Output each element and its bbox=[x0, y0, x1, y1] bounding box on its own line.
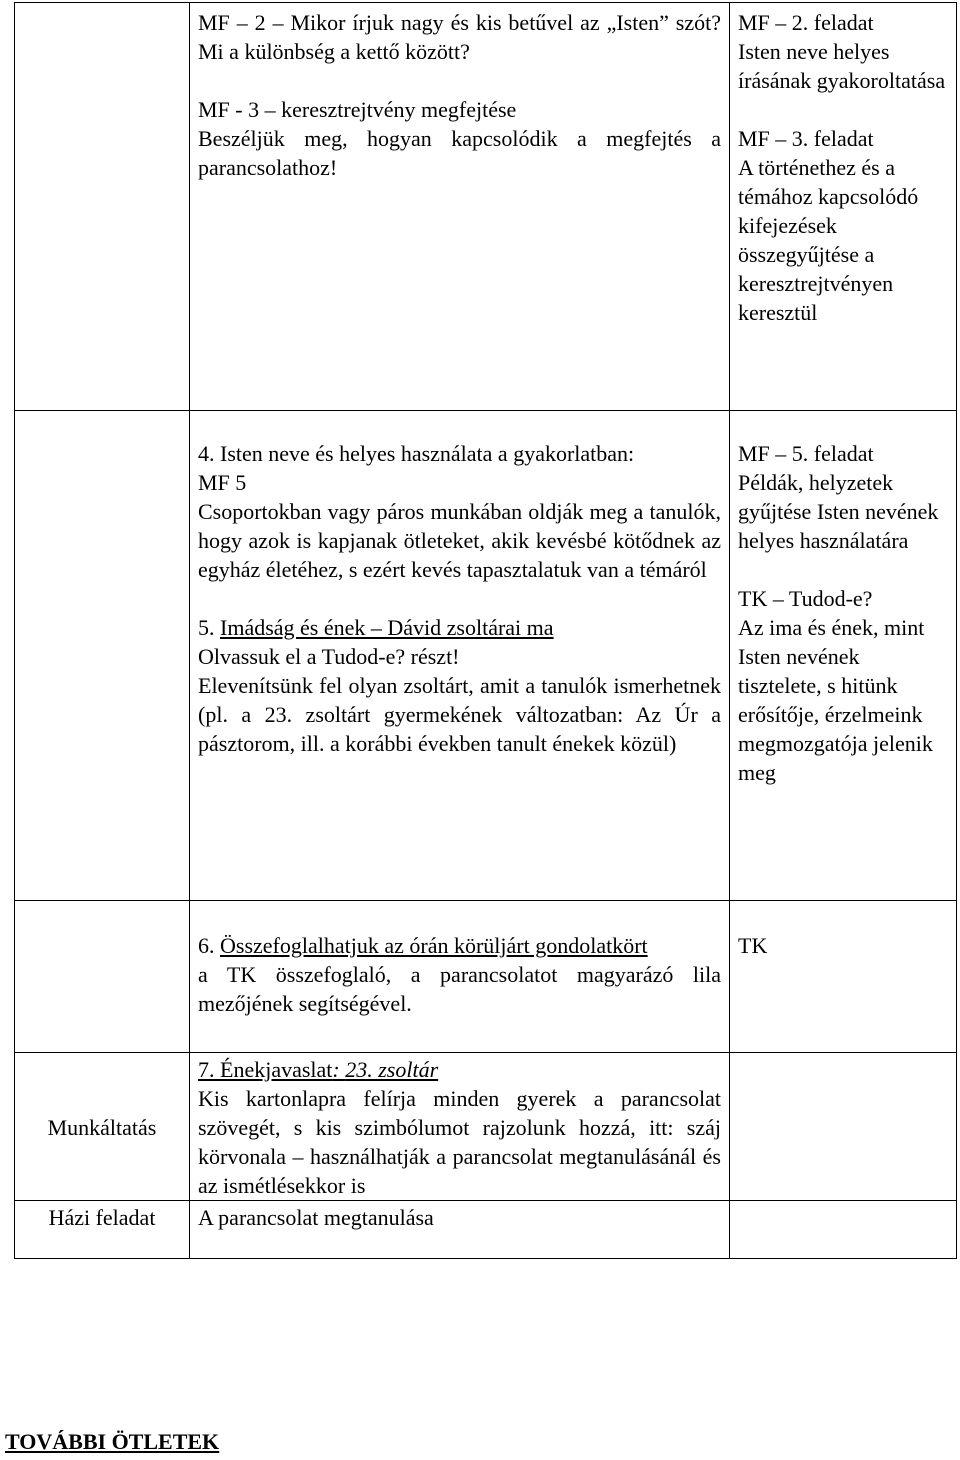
step-7-heading: 7. Énekjavaslat bbox=[198, 1057, 333, 1082]
step-5-number: 5. bbox=[198, 615, 220, 640]
goal-cell bbox=[730, 3, 957, 411]
goal-5-title: MF – 5. feladat bbox=[738, 441, 874, 466]
label-hazi-feladat: Házi feladat bbox=[48, 1205, 156, 1230]
row-label-cell bbox=[15, 3, 190, 411]
more-ideas-heading: TOVÁBBI ÖTLETEK bbox=[5, 1429, 220, 1454]
lesson-plan-table bbox=[14, 2, 957, 1259]
tk-title: TK – Tudod-e? bbox=[738, 586, 873, 611]
step-4-mf: MF 5 bbox=[198, 470, 247, 495]
row-label-cell bbox=[15, 411, 190, 901]
mf3-discussion: Beszéljük meg, hogyan kapcsolódik a megfejtés a parancsolathoz! bbox=[198, 126, 721, 180]
step-6-heading-line bbox=[198, 931, 721, 960]
row-label-cell bbox=[15, 1201, 190, 1259]
label-munkaltatas: Munkáltatás bbox=[47, 1115, 157, 1140]
step-5-text: Elevenítsünk fel olyan zsoltárt, amit a tanulók ismerhetnek (pl. a 23. zsoltárt gyermekének változatban: Az Úr a pásztorom, ill. a korábbi években tanult énekek közül) bbox=[198, 673, 721, 756]
step-6-heading: Összefoglalhatjuk az órán körüljárt gondolatkört bbox=[220, 933, 648, 958]
goal-3-text: A történethez és a témához kapcsolódó kifejezések összegyűjtése a keresztrejtvényen keresztül bbox=[738, 155, 919, 325]
mf3-heading: MF - 3 – keresztrejtvény megfejtése bbox=[198, 97, 517, 122]
table-row bbox=[15, 3, 957, 411]
table-row bbox=[15, 411, 957, 901]
tool-6: TK bbox=[738, 933, 768, 958]
step-7-heading-line bbox=[198, 1055, 721, 1084]
goal-cell bbox=[730, 411, 957, 901]
goal-2-title: MF – 2. feladat bbox=[738, 10, 874, 35]
activity-cell bbox=[190, 1053, 730, 1201]
step-7-colon: : bbox=[332, 1057, 346, 1082]
activity-cell bbox=[190, 3, 730, 411]
step-6-number: 6. bbox=[198, 933, 220, 958]
mf2-question: MF – 2 – Mikor írjuk nagy és kis betűvel az „Isten” szót? Mi a különbség a kettő között? bbox=[198, 10, 721, 64]
step-7-song: 23. zsoltár bbox=[345, 1057, 439, 1082]
goal-3-title: MF – 3. feladat bbox=[738, 126, 874, 151]
step-4-heading: 4. Isten neve és helyes használata a gyakorlatban: bbox=[198, 441, 635, 466]
step-4-text: Csoportokban vagy páros munkában oldják meg a tanulók, hogy azok is kapjanak ötleteket, akik kevésbé kötődnek az egyház életéhez, s ezért kevés tapasztalatuk van a témáról bbox=[198, 499, 721, 582]
table-row bbox=[15, 1201, 957, 1259]
row-label-cell bbox=[15, 1053, 190, 1201]
activity-cell bbox=[190, 901, 730, 1053]
hazi-feladat-text: A parancsolat megtanulása bbox=[198, 1205, 434, 1230]
goal-2-text: Isten neve helyes írásának gyakoroltatása bbox=[738, 39, 946, 93]
activity-cell bbox=[190, 1201, 730, 1259]
tool-cell bbox=[730, 901, 957, 1053]
row-label-cell bbox=[15, 901, 190, 1053]
goal-5-text: Példák, helyzetek gyűjtése Isten nevének helyes használatára bbox=[738, 470, 939, 553]
step-5-heading-line bbox=[198, 613, 721, 642]
step-5-heading: Imádság és ének – Dávid zsoltárai ma bbox=[220, 615, 554, 640]
munkaltatas-text: Kis kartonlapra felírja minden gyerek a parancsolat szövegét, s kis szimbólumot rajzolunk hozzá, itt: száj körvonala – használhatják a parancsolat megtanulásánál és az ismétlésekkor is bbox=[198, 1086, 721, 1198]
table-row bbox=[15, 1053, 957, 1201]
table-row bbox=[15, 901, 957, 1053]
step-5-line1: Olvassuk el a Tudod-e? részt! bbox=[198, 644, 460, 669]
activity-cell bbox=[190, 411, 730, 901]
empty-cell bbox=[730, 1201, 957, 1259]
step-6-text: a TK összefoglaló, a parancsolatot magyarázó lila mezőjének segítségével. bbox=[198, 962, 721, 1016]
tk-text: Az ima és ének, mint Isten nevének tisztelete, s hitünk erősítője, érzelmeink megmozgatója jelenik meg bbox=[738, 615, 933, 785]
empty-cell bbox=[730, 1053, 957, 1201]
